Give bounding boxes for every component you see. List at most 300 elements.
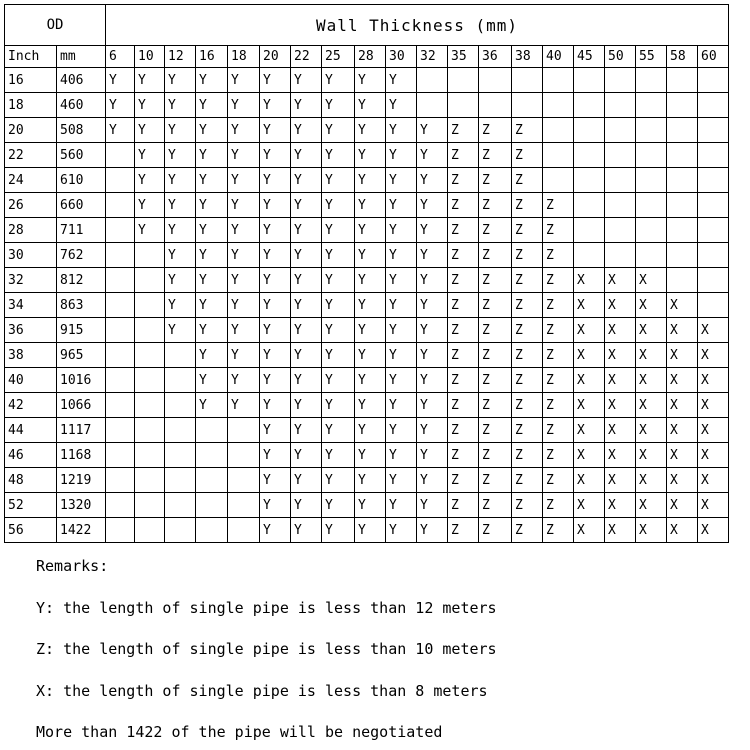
availability-cell: X	[698, 468, 729, 493]
availability-cell	[165, 368, 196, 393]
availability-cell: Z	[543, 418, 574, 443]
availability-cell	[574, 193, 605, 218]
availability-cell	[196, 418, 228, 443]
availability-cell: Y	[165, 193, 196, 218]
availability-cell	[698, 268, 729, 293]
availability-cell: Z	[448, 368, 479, 393]
availability-cell: Y	[355, 518, 386, 543]
availability-cell: Y	[355, 143, 386, 168]
availability-cell: Y	[322, 318, 355, 343]
od-mm-cell: 965	[57, 343, 106, 368]
availability-cell: Y	[386, 218, 417, 243]
availability-cell: X	[698, 393, 729, 418]
availability-cell: Y	[196, 293, 228, 318]
od-inch-cell: 52	[5, 493, 57, 518]
availability-cell: Y	[228, 143, 260, 168]
availability-cell: Y	[386, 243, 417, 268]
availability-cell: X	[636, 518, 667, 543]
availability-cell	[135, 493, 165, 518]
availability-cell: Y	[386, 418, 417, 443]
availability-cell: Z	[512, 343, 543, 368]
availability-cell: Z	[512, 518, 543, 543]
availability-cell	[605, 68, 636, 93]
availability-cell: Z	[479, 368, 512, 393]
availability-cell	[135, 268, 165, 293]
availability-cell: Z	[543, 443, 574, 468]
availability-cell: X	[636, 468, 667, 493]
availability-cell: Z	[479, 168, 512, 193]
od-inch-cell: 22	[5, 143, 57, 168]
availability-cell: X	[667, 468, 698, 493]
availability-cell	[106, 318, 135, 343]
availability-cell: Z	[479, 468, 512, 493]
availability-cell: X	[667, 318, 698, 343]
availability-cell: X	[574, 318, 605, 343]
availability-cell: Y	[228, 193, 260, 218]
availability-cell: X	[574, 518, 605, 543]
remark-z: Z: the length of single pipe is less than 10 meters	[36, 640, 497, 658]
availability-cell	[574, 243, 605, 268]
od-mm-cell: 406	[57, 68, 106, 93]
availability-cell	[165, 493, 196, 518]
table-subheader-row	[5, 46, 729, 68]
availability-cell: X	[605, 518, 636, 543]
od-mm-cell: 1320	[57, 493, 106, 518]
thickness-column-header: 45	[574, 46, 605, 68]
thickness-column-header: 12	[165, 46, 196, 68]
availability-cell: X	[636, 368, 667, 393]
availability-cell: Z	[543, 518, 574, 543]
availability-cell: Y	[417, 343, 448, 368]
availability-cell	[135, 368, 165, 393]
availability-cell: Y	[196, 143, 228, 168]
availability-cell: Y	[165, 143, 196, 168]
availability-cell: Y	[417, 393, 448, 418]
availability-cell	[165, 518, 196, 543]
availability-cell: Y	[291, 68, 322, 93]
availability-cell: Y	[291, 418, 322, 443]
availability-cell	[574, 118, 605, 143]
availability-cell	[636, 68, 667, 93]
availability-cell: X	[574, 343, 605, 368]
availability-cell: X	[636, 293, 667, 318]
availability-cell: Y	[322, 493, 355, 518]
table-row	[5, 143, 729, 168]
availability-cell: Y	[386, 143, 417, 168]
availability-cell: Y	[228, 168, 260, 193]
availability-cell: Y	[355, 168, 386, 193]
od-inch-cell: 26	[5, 193, 57, 218]
availability-cell: Z	[512, 418, 543, 443]
availability-cell: Y	[322, 118, 355, 143]
availability-cell	[667, 218, 698, 243]
availability-cell: Y	[291, 368, 322, 393]
availability-cell: Y	[260, 268, 291, 293]
availability-cell: X	[636, 443, 667, 468]
availability-cell: Z	[512, 318, 543, 343]
availability-cell: Z	[512, 118, 543, 143]
availability-cell: Y	[106, 93, 135, 118]
thickness-column-header: 20	[260, 46, 291, 68]
availability-cell: Y	[417, 418, 448, 443]
availability-cell	[667, 68, 698, 93]
availability-cell: Y	[417, 268, 448, 293]
availability-cell: Z	[512, 293, 543, 318]
table-row	[5, 368, 729, 393]
thickness-column-header: 16	[196, 46, 228, 68]
availability-cell: Y	[165, 243, 196, 268]
availability-cell: Y	[228, 218, 260, 243]
availability-cell: Y	[322, 443, 355, 468]
availability-cell: Y	[291, 268, 322, 293]
thickness-column-header: 6	[106, 46, 135, 68]
availability-cell	[135, 243, 165, 268]
availability-cell	[698, 218, 729, 243]
availability-cell	[667, 118, 698, 143]
availability-cell: Z	[543, 293, 574, 318]
availability-cell: Z	[543, 493, 574, 518]
availability-cell: Z	[543, 393, 574, 418]
availability-cell: Y	[322, 168, 355, 193]
availability-cell: Y	[165, 318, 196, 343]
availability-cell: X	[698, 493, 729, 518]
availability-cell: X	[667, 343, 698, 368]
availability-cell: Y	[322, 68, 355, 93]
availability-cell: Y	[355, 418, 386, 443]
availability-cell: Y	[417, 493, 448, 518]
od-inch-cell: 56	[5, 518, 57, 543]
availability-cell: Y	[260, 68, 291, 93]
availability-cell	[135, 293, 165, 318]
od-inch-cell: 40	[5, 368, 57, 393]
availability-cell: Y	[386, 343, 417, 368]
od-mm-cell: 1219	[57, 468, 106, 493]
availability-cell	[165, 443, 196, 468]
availability-cell: Y	[386, 118, 417, 143]
availability-cell: X	[605, 293, 636, 318]
table-row	[5, 168, 729, 193]
availability-cell: X	[574, 493, 605, 518]
thickness-column-header: 38	[512, 46, 543, 68]
table-header-row	[5, 5, 729, 46]
availability-cell: Z	[479, 493, 512, 518]
availability-cell: Y	[165, 93, 196, 118]
availability-cell: Y	[322, 293, 355, 318]
availability-cell: X	[605, 493, 636, 518]
availability-cell: Y	[291, 168, 322, 193]
availability-cell: X	[574, 468, 605, 493]
availability-cell: X	[667, 393, 698, 418]
availability-cell: X	[636, 343, 667, 368]
availability-cell: Z	[512, 368, 543, 393]
availability-cell: Z	[448, 343, 479, 368]
availability-cell	[636, 93, 667, 118]
availability-cell: Y	[386, 393, 417, 418]
table-row	[5, 293, 729, 318]
availability-cell	[196, 493, 228, 518]
availability-cell: Y	[228, 68, 260, 93]
availability-cell: Y	[417, 318, 448, 343]
availability-cell	[605, 143, 636, 168]
availability-cell: Z	[479, 118, 512, 143]
availability-cell: Y	[322, 193, 355, 218]
availability-cell	[106, 218, 135, 243]
table-row	[5, 518, 729, 543]
availability-cell: Y	[355, 218, 386, 243]
availability-cell	[106, 443, 135, 468]
availability-cell: Y	[291, 518, 322, 543]
wall-thickness-table	[4, 4, 729, 543]
availability-cell: Y	[196, 218, 228, 243]
availability-cell: Y	[386, 318, 417, 343]
od-header: OD	[5, 5, 106, 46]
availability-cell: Y	[165, 268, 196, 293]
availability-cell	[106, 243, 135, 268]
availability-cell	[165, 468, 196, 493]
availability-cell	[667, 193, 698, 218]
availability-cell: Y	[355, 393, 386, 418]
availability-cell: Y	[196, 243, 228, 268]
inch-column-header: Inch	[5, 46, 57, 68]
table-row	[5, 118, 729, 143]
thickness-column-header: 40	[543, 46, 574, 68]
availability-cell	[543, 68, 574, 93]
table-body	[5, 68, 729, 543]
availability-cell	[636, 143, 667, 168]
availability-cell	[106, 268, 135, 293]
availability-cell	[135, 343, 165, 368]
availability-cell: Y	[196, 118, 228, 143]
availability-cell: Y	[386, 168, 417, 193]
od-inch-cell: 44	[5, 418, 57, 443]
od-mm-cell: 1066	[57, 393, 106, 418]
availability-cell: Y	[165, 118, 196, 143]
availability-cell	[605, 168, 636, 193]
availability-cell: Y	[196, 268, 228, 293]
availability-cell: Y	[386, 518, 417, 543]
availability-cell: Z	[448, 318, 479, 343]
od-inch-cell: 34	[5, 293, 57, 318]
availability-cell: Y	[417, 243, 448, 268]
thickness-column-header: 30	[386, 46, 417, 68]
table-row	[5, 318, 729, 343]
availability-cell: Z	[448, 168, 479, 193]
availability-cell	[448, 93, 479, 118]
availability-cell: Y	[260, 293, 291, 318]
availability-cell: Z	[512, 143, 543, 168]
availability-cell: Y	[417, 168, 448, 193]
remarks-title: Remarks:	[36, 557, 109, 575]
availability-cell: Y	[355, 118, 386, 143]
table-row	[5, 418, 729, 443]
availability-cell: Y	[291, 443, 322, 468]
availability-cell	[574, 143, 605, 168]
availability-cell	[574, 93, 605, 118]
availability-cell: Y	[135, 143, 165, 168]
availability-cell	[667, 268, 698, 293]
availability-cell	[636, 118, 667, 143]
availability-cell	[106, 343, 135, 368]
availability-cell: Y	[260, 368, 291, 393]
table-row	[5, 343, 729, 368]
availability-cell: Y	[196, 393, 228, 418]
availability-cell	[543, 118, 574, 143]
availability-cell: Z	[543, 268, 574, 293]
od-inch-cell: 42	[5, 393, 57, 418]
availability-cell: Z	[479, 418, 512, 443]
availability-cell: Y	[135, 118, 165, 143]
availability-cell: Z	[448, 443, 479, 468]
availability-cell: Y	[228, 243, 260, 268]
thickness-column-header: 60	[698, 46, 729, 68]
availability-cell: Z	[512, 393, 543, 418]
availability-cell	[574, 68, 605, 93]
thickness-column-header: 32	[417, 46, 448, 68]
availability-cell	[106, 193, 135, 218]
availability-cell	[512, 68, 543, 93]
availability-cell: Y	[355, 493, 386, 518]
availability-cell	[698, 293, 729, 318]
thickness-column-header: 35	[448, 46, 479, 68]
availability-cell: X	[636, 418, 667, 443]
availability-cell	[698, 118, 729, 143]
availability-cell: Y	[260, 518, 291, 543]
availability-cell: Y	[228, 343, 260, 368]
availability-cell: Y	[322, 368, 355, 393]
availability-cell: Y	[135, 193, 165, 218]
availability-cell: Y	[135, 168, 165, 193]
remark-x: X: the length of single pipe is less than 8 meters	[36, 681, 488, 700]
availability-cell: Y	[417, 218, 448, 243]
availability-cell	[196, 468, 228, 493]
availability-cell: Z	[543, 468, 574, 493]
availability-cell: Y	[417, 293, 448, 318]
availability-cell	[512, 93, 543, 118]
availability-cell	[135, 393, 165, 418]
od-inch-cell: 18	[5, 93, 57, 118]
availability-cell: Y	[417, 443, 448, 468]
availability-cell: X	[698, 318, 729, 343]
od-mm-cell: 915	[57, 318, 106, 343]
availability-cell: X	[667, 418, 698, 443]
availability-cell	[135, 443, 165, 468]
availability-cell: Y	[260, 193, 291, 218]
thickness-column-header: 50	[605, 46, 636, 68]
availability-cell: Y	[260, 493, 291, 518]
availability-cell: Y	[135, 68, 165, 93]
table-row	[5, 268, 729, 293]
availability-cell: Z	[479, 443, 512, 468]
availability-cell: Y	[260, 168, 291, 193]
availability-cell: Y	[196, 368, 228, 393]
availability-cell	[106, 468, 135, 493]
availability-cell: Y	[355, 268, 386, 293]
availability-cell	[574, 168, 605, 193]
availability-cell: Y	[260, 468, 291, 493]
availability-cell	[106, 293, 135, 318]
availability-cell: Z	[543, 318, 574, 343]
availability-cell	[605, 243, 636, 268]
availability-cell: Y	[260, 93, 291, 118]
wall-thickness-header: Wall Thickness (mm)	[106, 5, 729, 46]
availability-cell: Y	[417, 368, 448, 393]
od-mm-cell: 711	[57, 218, 106, 243]
availability-cell	[165, 418, 196, 443]
thickness-column-header: 55	[636, 46, 667, 68]
availability-cell: Z	[479, 243, 512, 268]
availability-cell: Y	[260, 343, 291, 368]
availability-cell: Y	[355, 293, 386, 318]
availability-cell	[605, 218, 636, 243]
availability-cell: Y	[291, 118, 322, 143]
availability-cell: X	[574, 293, 605, 318]
availability-cell	[228, 468, 260, 493]
availability-cell: Z	[448, 193, 479, 218]
od-inch-cell: 38	[5, 343, 57, 368]
availability-cell	[605, 93, 636, 118]
od-mm-cell: 460	[57, 93, 106, 118]
availability-cell: Y	[106, 68, 135, 93]
availability-cell	[135, 518, 165, 543]
availability-cell: X	[605, 318, 636, 343]
availability-cell: Y	[322, 93, 355, 118]
availability-cell: X	[667, 293, 698, 318]
availability-cell: Y	[386, 368, 417, 393]
availability-cell: Y	[260, 143, 291, 168]
availability-cell: X	[574, 393, 605, 418]
availability-cell: Y	[322, 393, 355, 418]
availability-cell	[106, 418, 135, 443]
availability-cell: Y	[196, 168, 228, 193]
mm-column-header: mm	[57, 46, 106, 68]
remark-y: Y: the length of single pipe is less than 12 meters	[36, 598, 497, 617]
availability-cell: Z	[512, 243, 543, 268]
availability-cell: Y	[196, 318, 228, 343]
od-mm-cell: 1117	[57, 418, 106, 443]
availability-cell: X	[574, 443, 605, 468]
availability-cell: Y	[355, 318, 386, 343]
availability-cell: Y	[165, 293, 196, 318]
availability-cell	[543, 168, 574, 193]
availability-cell: Z	[512, 193, 543, 218]
availability-cell: Y	[291, 468, 322, 493]
availability-cell: Z	[479, 143, 512, 168]
od-inch-cell: 20	[5, 118, 57, 143]
availability-cell	[636, 243, 667, 268]
availability-cell	[698, 193, 729, 218]
availability-cell	[479, 68, 512, 93]
availability-cell	[698, 93, 729, 118]
availability-cell	[667, 93, 698, 118]
availability-cell: X	[667, 493, 698, 518]
table-row	[5, 493, 729, 518]
thickness-column-header: 10	[135, 46, 165, 68]
availability-cell	[106, 518, 135, 543]
availability-cell: Y	[386, 193, 417, 218]
availability-cell: X	[698, 368, 729, 393]
availability-cell: Z	[543, 343, 574, 368]
table-row	[5, 93, 729, 118]
thickness-column-header: 18	[228, 46, 260, 68]
availability-cell: Y	[291, 293, 322, 318]
availability-cell: Y	[260, 118, 291, 143]
availability-cell: Y	[322, 418, 355, 443]
od-inch-cell: 16	[5, 68, 57, 93]
availability-cell: X	[605, 268, 636, 293]
availability-cell: Y	[386, 68, 417, 93]
availability-cell: Y	[355, 368, 386, 393]
availability-cell	[698, 143, 729, 168]
